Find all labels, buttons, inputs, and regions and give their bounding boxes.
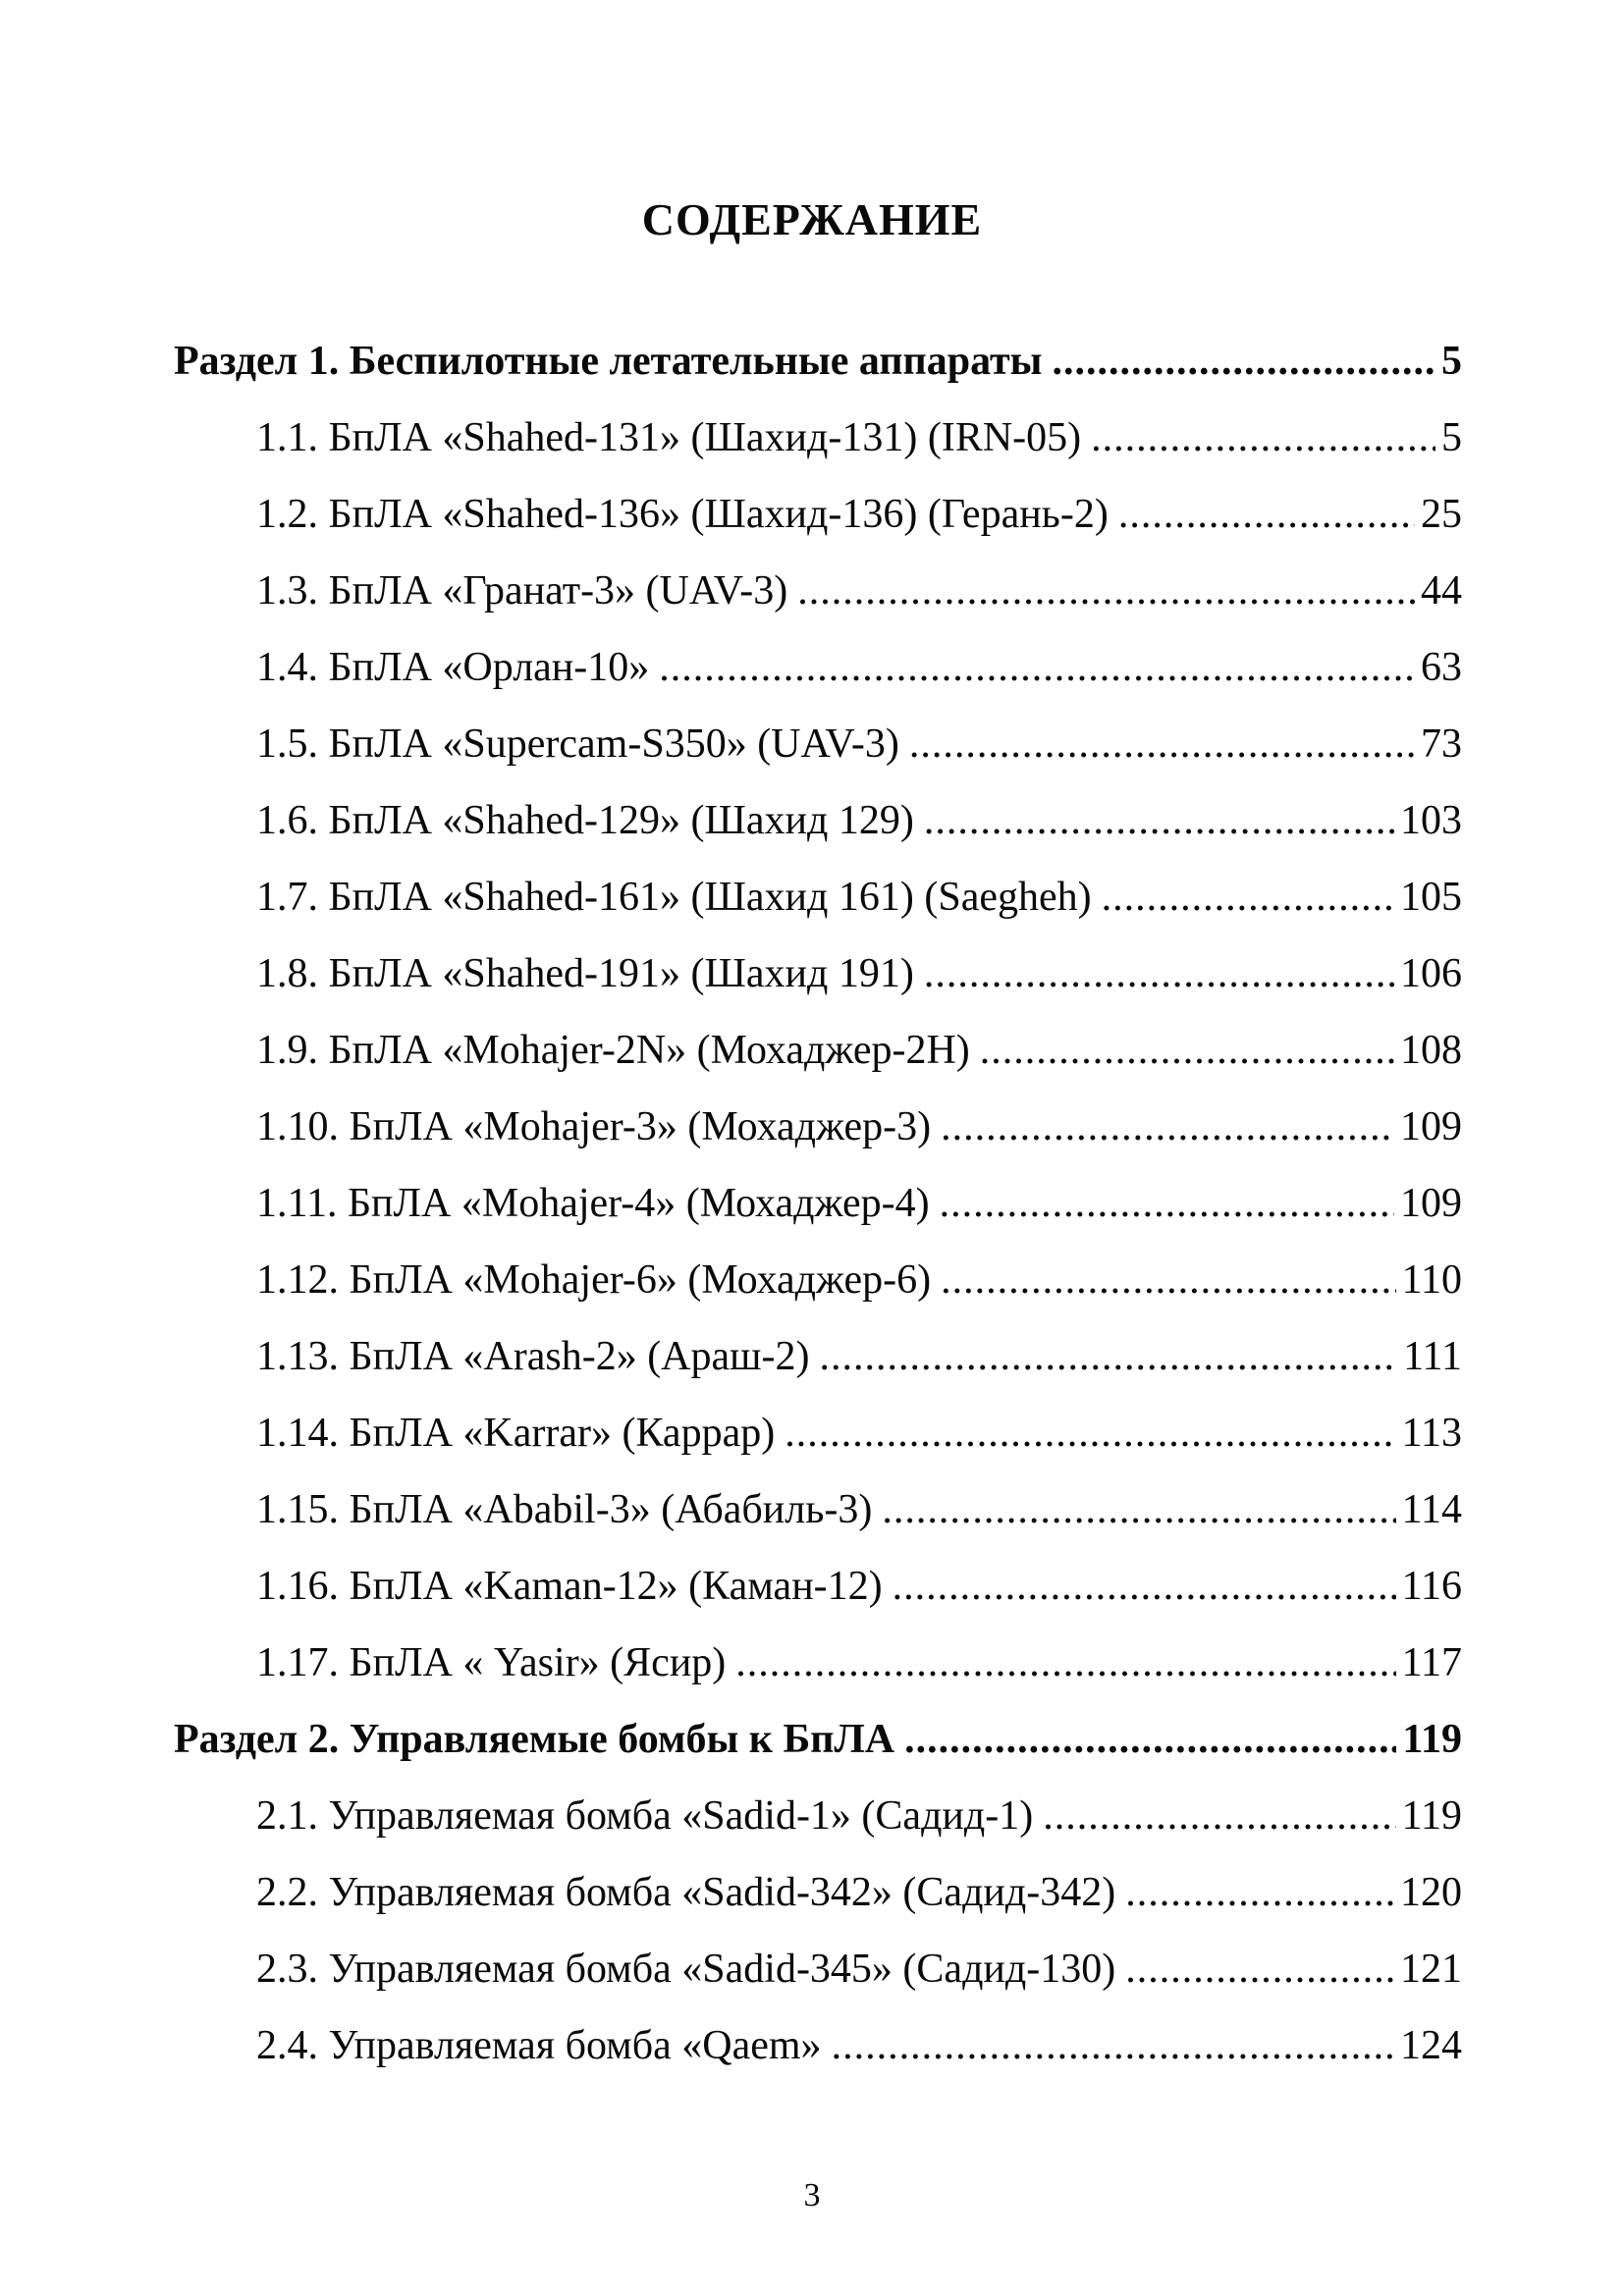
toc-entry-page: 109 [1400,1104,1462,1150]
toc-entry [174,935,1462,1012]
toc-entry [174,1548,1462,1625]
toc-entry-page: 116 [1401,1564,1462,1610]
dot-leader [882,1471,1395,1548]
toc-entry [174,1778,1462,1854]
dot-leader [797,553,1415,629]
toc-entry-label: 1.3. БпЛА «Гранат-3» (UAV-3) [256,568,788,614]
dot-leader [1091,400,1435,476]
toc-entry [174,553,1462,629]
toc-entry-page: 109 [1400,1181,1462,1227]
toc-entry-page: 111 [1403,1334,1462,1380]
toc-entry-page: 121 [1400,1947,1462,1993]
dot-leader [980,1012,1394,1089]
dot-leader [1125,1931,1394,2007]
toc-entry [174,1089,1462,1165]
toc-entry-page: 105 [1400,875,1462,921]
toc-entry-label: 1.12. БпЛА «Mohajer-6» (Мохаджер-6) [256,1257,932,1304]
toc-entry [174,1318,1462,1395]
toc-entry [174,782,1462,859]
dot-leader [1043,1778,1395,1854]
toc-entry-page: 5 [1441,415,1462,461]
toc-entry [174,323,1462,400]
dot-leader [1125,1854,1394,1931]
dot-leader [893,1548,1396,1625]
toc-entry-page: 119 [1401,1793,1462,1840]
toc-entry-page: 5 [1441,339,1462,385]
dot-leader [1052,323,1435,400]
toc-entry-label: 1.10. БпЛА «Mohajer-3» (Мохаджер-3) [256,1104,932,1150]
dot-leader [904,1701,1396,1778]
toc-entry-label: 2.3. Управляемая бомба «Sadid-345» (Садид-130) [256,1947,1116,1993]
toc-entry [174,1395,1462,1471]
toc-entry [174,1625,1462,1701]
dot-leader [832,2007,1394,2084]
toc-entry-page: 119 [1402,1717,1462,1763]
toc-entry-label: 1.13. БпЛА «Arash-2» (Араш-2) [256,1334,810,1380]
toc-entry [174,476,1462,553]
toc-entry [174,1165,1462,1242]
dot-leader [1118,476,1415,553]
toc-entry-label: 1.2. БпЛА «Shahed-136» (Шахид-136) (Герань-2) [256,492,1109,538]
toc-entry [174,1471,1462,1548]
toc-entry-page: 108 [1400,1028,1462,1074]
toc-entry [174,859,1462,935]
toc-entry [174,400,1462,476]
page-title: СОДЕРЖАНИЕ [641,194,983,244]
toc-entry-label: 1.8. БпЛА «Shahed-191» (Шахид 191) [256,951,914,997]
toc-entry-label: 1.5. БпЛА «Supercam-S350» (UAV-3) [256,721,899,768]
toc-entry-page: 114 [1401,1487,1462,1533]
dot-leader [924,935,1394,1012]
toc-entry-label: Раздел 1. Беспилотные летательные аппараты [174,339,1043,385]
toc-entry [174,706,1462,782]
dot-leader [785,1395,1395,1471]
toc-entry-label: 1.1. БпЛА «Shahed-131» (Шахид-131) (IRN-05) [256,415,1082,461]
page-number: 3 [803,2177,821,2214]
dot-leader [735,1625,1395,1701]
toc-entry-page: 73 [1421,721,1462,768]
toc-entry-label: 1.9. БпЛА «Mohajer-2N» (Мохаджер-2Н) [256,1028,970,1074]
toc-entry-label: 2.4. Управляемая бомба «Qaem» [256,2023,822,2069]
toc-entry [174,1242,1462,1318]
toc-entry-page: 103 [1400,798,1462,844]
dot-leader [909,706,1415,782]
dot-leader [659,629,1415,706]
toc-entry-page: 25 [1421,492,1462,538]
toc-entry-label: 1.14. БпЛА «Karrar» (Каррар) [256,1411,776,1457]
toc-entry-page: 120 [1400,1870,1462,1916]
dot-leader [941,1089,1394,1165]
toc-entry-page: 106 [1400,951,1462,997]
toc-entry-page: 44 [1421,568,1462,614]
toc-entry-page: 117 [1401,1640,1462,1686]
toc-entry [174,1931,1462,2007]
toc-entry [174,629,1462,706]
toc-entry-label: 1.6. БпЛА «Shahed-129» (Шахид 129) [256,798,914,844]
toc-entry [174,2007,1462,2084]
dot-leader [924,782,1394,859]
dot-leader [1102,859,1394,935]
dot-leader [819,1318,1397,1395]
toc-entry-label: 1.17. БпЛА « Yasir» (Ясир) [256,1640,727,1686]
toc-entry-label: 2.2. Управляемая бомба «Sadid-342» (Садид-342) [256,1870,1116,1916]
toc-entry-label: 1.7. БпЛА «Shahed-161» (Шахид 161) (Saegheh) [256,875,1092,921]
toc-entry-label: 1.11. БпЛА «Mohajer-4» (Мохаджер-4) [256,1181,930,1227]
toc-entry [174,1854,1462,1931]
toc-entry-page: 110 [1401,1257,1462,1304]
dot-leader [941,1242,1395,1318]
toc-entry-page: 124 [1400,2023,1462,2069]
table-of-contents [174,323,1462,2084]
dot-leader [940,1165,1394,1242]
toc-entry-label: 1.16. БпЛА «Kaman-12» (Каман-12) [256,1564,883,1610]
toc-entry [174,1012,1462,1089]
toc-entry-page: 63 [1421,645,1462,691]
toc-entry-page: 113 [1401,1411,1462,1457]
toc-entry-label: 1.15. БпЛА «Ababil-3» (Абабиль-3) [256,1487,873,1533]
toc-entry-label: Раздел 2. Управляемые бомбы к БпЛА [174,1717,895,1763]
toc-entry [174,1701,1462,1778]
toc-entry-label: 1.4. БпЛА «Орлан-10» [256,645,650,691]
toc-entry-label: 2.1. Управляемая бомба «Sadid-1» (Садид-1) [256,1793,1034,1840]
